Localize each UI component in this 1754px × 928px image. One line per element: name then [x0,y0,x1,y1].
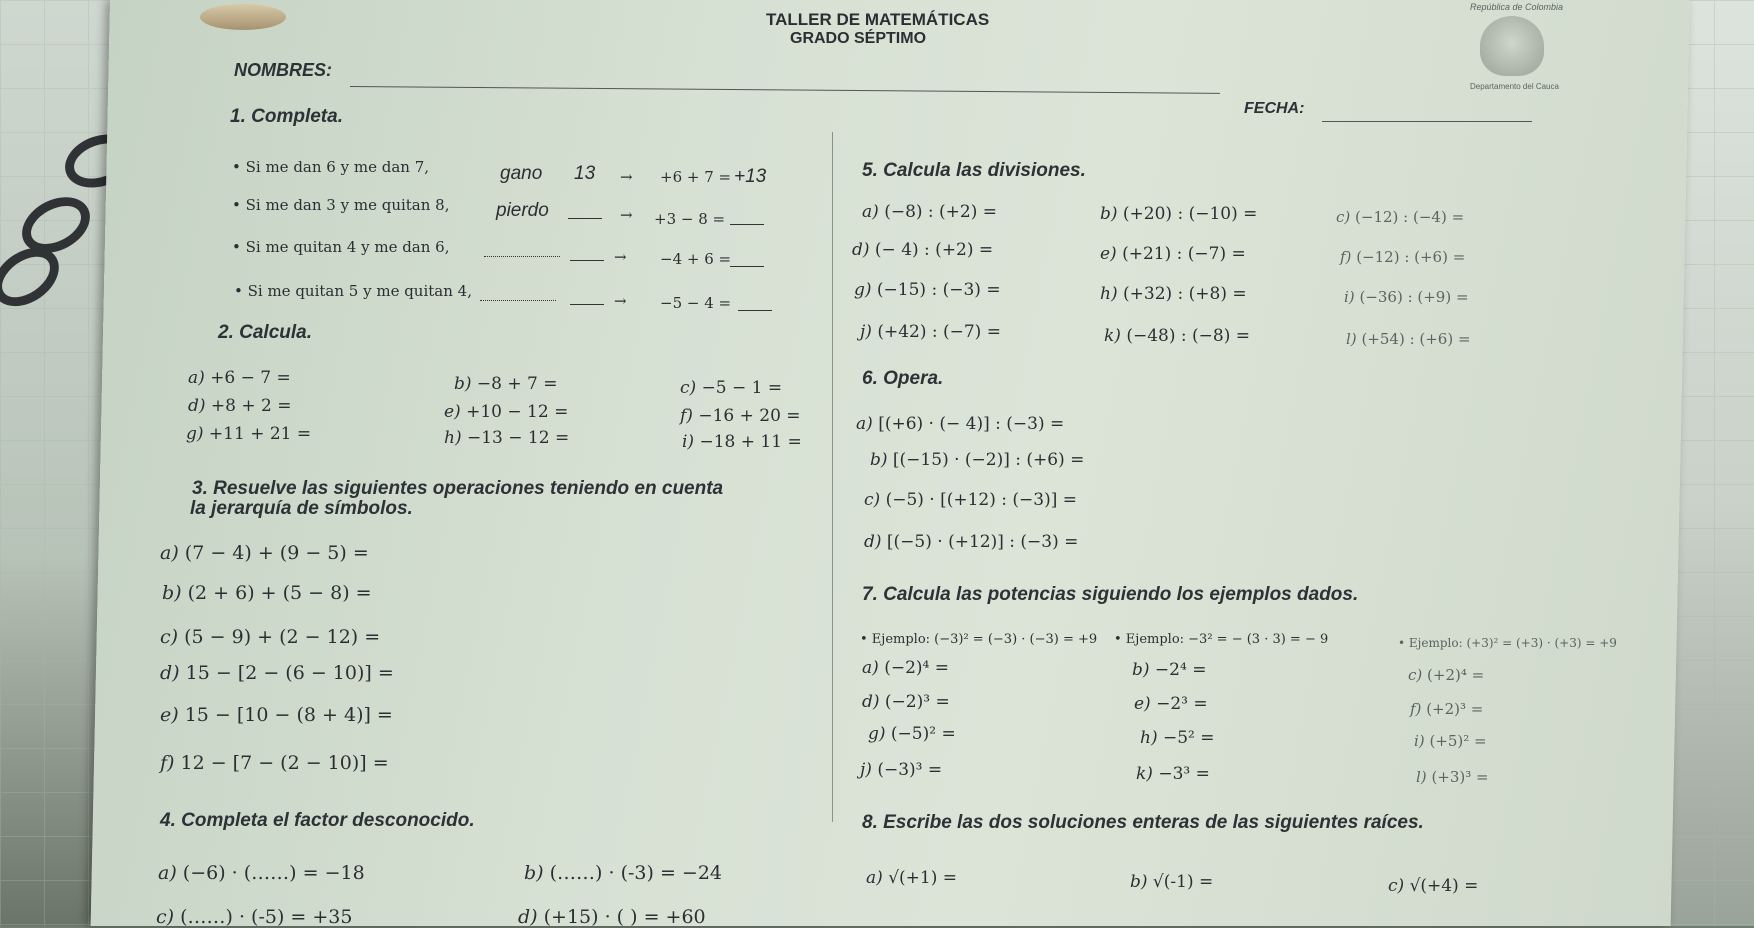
section8-item-b: b) √(-1) = [1130,872,1214,892]
section6-item-b: b) [(−15) · (−2)] : (+6) = [870,450,1085,470]
section8-item-c: c) √(+4) = [1388,876,1479,896]
section5-item-h: h) (+32) : (+8) = [1100,284,1247,304]
answer-blank[interactable] [570,290,604,305]
section5-item-e: e) (+21) : (−7) = [1100,244,1246,264]
section7-item-b: b) −2⁴ = [1132,660,1207,680]
row-text: • Si me quitan 5 y me quitan 4, [234,282,472,300]
section2-item-i: i) −18 + 11 = [682,432,802,452]
section7-item-e: e) −2³ = [1134,694,1208,714]
school-crest-icon [200,4,286,30]
section7-item-a: a) (−2)⁴ = [862,658,949,678]
answer-dots[interactable] [480,286,556,301]
section4-item-a: a) (−6) · (……) = −18 [158,862,365,884]
row-text: • Si me dan 6 y me dan 7, [232,158,430,176]
section7-item-c: c) (+2)⁴ = [1408,666,1485,684]
section7-example-3: • Ejemplo: (+3)² = (+3) · (+3) = +9 [1398,636,1617,650]
row-expression: +3 − 8 = [654,210,726,228]
arrow-icon: → [620,206,633,224]
date-line[interactable] [1322,121,1532,122]
column-divider [832,132,833,822]
names-label: NOMBRES: [234,60,332,80]
row-expression: −5 − 4 = [660,294,732,312]
section3-item-e: e) 15 − [10 − (8 + 4)] = [160,704,393,726]
worksheet-title: TALLER DE MATEMÁTICAS [766,10,990,29]
answer-dots[interactable] [484,242,560,257]
row-word: pierdo [496,200,549,221]
section5-item-k: k) (−48) : (−8) = [1104,326,1250,346]
emblem-top-text: República de Colombia [1470,2,1564,12]
section7-item-l: l) (+3)³ = [1416,768,1489,786]
section3-item-f: f) 12 − [7 − (2 − 10)] = [160,752,389,774]
section5-item-c: c) (−12) : (−4) = [1336,208,1465,226]
answer-blank[interactable] [570,246,604,261]
section7-example-2: • Ejemplo: −3² = − (3 · 3) = − 9 [1114,632,1329,647]
arrow-icon: → [620,168,633,186]
section6-title: 6. Opera. [862,368,944,389]
section3-item-b: b) (2 + 6) + (5 − 8) = [162,582,372,604]
section5-item-l: l) (+54) : (+6) = [1346,330,1471,348]
section8-item-a: a) √(+1) = [866,868,957,888]
section7-item-g: g) (−5)² = [868,724,956,744]
section7-item-h: h) −5² = [1140,728,1215,748]
section6-item-a: a) [(+6) · (− 4)] : (−3) = [856,414,1065,434]
section2-title: 2. Calcula. [218,322,312,343]
section3-item-d: d) 15 − [2 − (6 − 10)] = [160,662,394,684]
row-text: • Si me dan 3 y me quitan 8, [232,196,450,214]
worksheet-subtitle: GRADO SÉPTIMO [790,30,927,47]
section4-title: 4. Completa el factor desconocido. [160,810,475,831]
section2-item-d: d) +8 + 2 = [188,396,292,416]
section8-title: 8. Escribe las dos soluciones enteras de las siguientes raíces. [862,812,1424,833]
section7-title: 7. Calcula las potencias siguiendo los ejemplos dados. [862,584,1359,605]
section3-item-a: a) (7 − 4) + (9 − 5) = [160,542,369,564]
row-number: 13 [574,163,596,184]
section4-item-b: b) (……) · (-3) = −24 [524,862,722,884]
row-expression: −4 + 6 = [660,250,732,268]
row-text: • Si me quitan 4 y me dan 6, [232,238,450,256]
section4-item-c: c) (……) · (-5) = +35 [156,906,353,928]
answer-blank[interactable] [738,296,772,311]
section2-item-e: e) +10 − 12 = [444,402,569,422]
section5-item-i: i) (−36) : (+9) = [1344,288,1469,306]
section5-title: 5. Calcula las divisiones. [862,160,1086,181]
section7-item-k: k) −3³ = [1136,764,1210,784]
row-result: +13 [734,166,767,187]
section7-example-1: • Ejemplo: (−3)² = (−3) · (−3) = +9 [860,632,1098,647]
section2-item-f: f) −16 + 20 = [680,406,801,426]
arrow-icon: → [614,292,627,310]
row-word: gano [500,163,543,184]
section6-item-c: c) (−5) · [(+12) : (−3)] = [864,490,1078,510]
section1-title: 1. Completa. [230,106,343,127]
arrow-icon: → [614,248,627,266]
section5-item-g: g) (−15) : (−3) = [854,280,1001,300]
colombia-coat-of-arms-icon [1480,16,1544,76]
section5-item-f: f) (−12) : (+6) = [1340,248,1466,266]
section2-item-g: g) +11 + 21 = [186,424,312,444]
row-expression: +6 + 7 = [660,168,732,186]
section7-item-i: i) (+5)² = [1414,732,1487,750]
answer-blank[interactable] [568,204,602,219]
section5-item-d: d) (− 4) : (+2) = [852,240,994,260]
section5-item-b: b) (+20) : (−10) = [1100,204,1258,224]
section7-item-f: f) (+2)³ = [1410,700,1484,718]
answer-blank[interactable] [730,252,764,267]
section7-item-d: d) (−2)³ = [862,692,950,712]
date-label: FECHA: [1244,100,1305,117]
section7-item-j: j) (−3)³ = [860,760,943,780]
section5-item-a: a) (−8) : (+2) = [862,202,998,222]
section3-title-line1: 3. Resuelve las siguientes operaciones teniendo en cuenta [192,478,724,499]
answer-blank[interactable] [730,210,764,225]
section5-item-j: j) (+42) : (−7) = [860,322,1001,342]
section4-item-d: d) (+15) · ( ) = +60 [518,906,706,928]
section2-item-h: h) −13 − 12 = [444,428,570,448]
section2-item-b: b) −8 + 7 = [454,374,558,394]
section2-item-a: a) +6 − 7 = [188,368,291,388]
section6-item-d: d) [(−5) · (+12)] : (−3) = [864,532,1079,552]
section2-item-c: c) −5 − 1 = [680,378,783,398]
section3-title-line2: la jerarquía de símbolos. [190,498,413,519]
section3-item-c: c) (5 − 9) + (2 − 12) = [160,626,381,648]
emblem-bottom-text: Departamento del Cauca [1470,82,1559,91]
